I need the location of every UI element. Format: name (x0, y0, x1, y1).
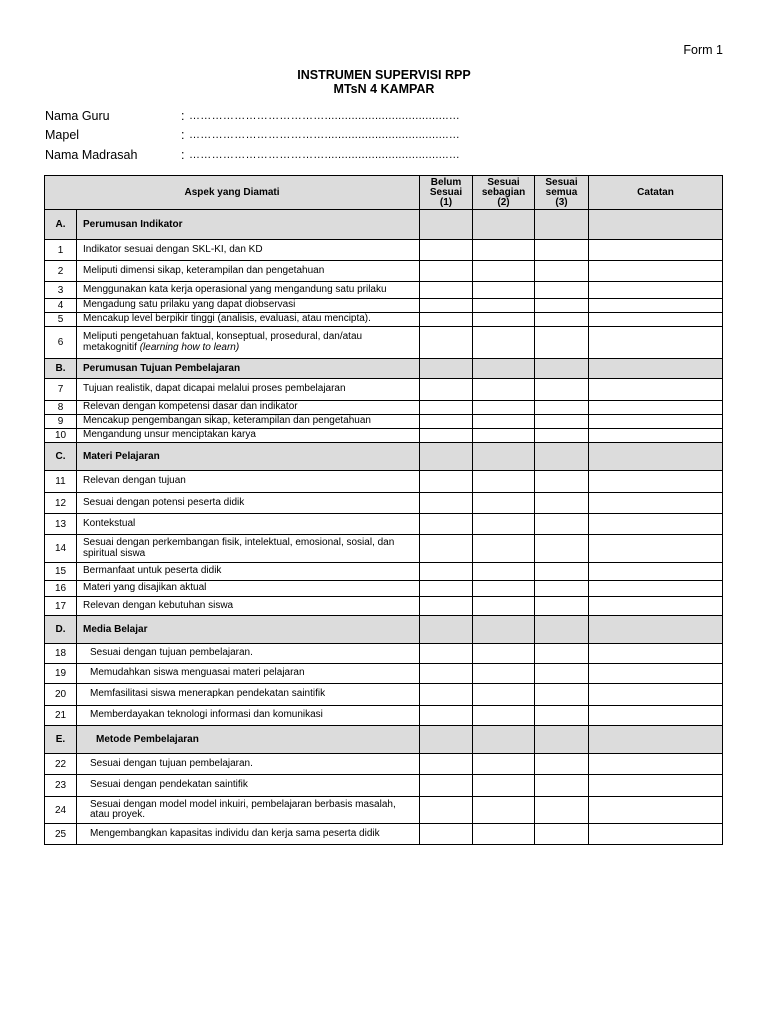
score-cell-3[interactable] (535, 597, 589, 616)
score-cell-3[interactable] (535, 616, 589, 644)
score-cell-3[interactable] (535, 775, 589, 797)
score-cell-2[interactable] (473, 535, 535, 563)
score-cell-2[interactable] (473, 471, 535, 493)
score-cell-3[interactable] (535, 563, 589, 581)
score-cell-1[interactable] (420, 359, 473, 379)
note-cell[interactable] (589, 240, 723, 261)
score-cell-2[interactable] (473, 493, 535, 514)
section-row-e (45, 726, 723, 754)
score-cell-1[interactable] (420, 299, 473, 313)
table-row (45, 664, 723, 684)
table-row (45, 644, 723, 664)
score-cell-3[interactable] (535, 443, 589, 471)
score-cell-1[interactable] (420, 597, 473, 616)
table-row (45, 379, 723, 401)
table-row (45, 401, 723, 415)
score-cell-1[interactable] (420, 754, 473, 775)
header-sesuai-sebagian: Sesuai sebagian (2) (473, 176, 535, 210)
score-cell-3[interactable] (535, 726, 589, 754)
table-row (45, 563, 723, 581)
row-number: 20 (45, 684, 77, 706)
section-row-d (45, 616, 723, 644)
section-code: C. (45, 443, 77, 471)
note-cell[interactable] (589, 664, 723, 684)
score-cell-2[interactable] (473, 401, 535, 415)
row-aspect: Kontekstual (77, 514, 420, 535)
row-aspect: Sesuai dengan perkembangan fisik, intelektual, emosional, sosial, dan spiritual siswa (77, 535, 420, 563)
section-row-a (45, 210, 723, 240)
note-cell[interactable] (589, 261, 723, 282)
score-cell-1[interactable] (420, 563, 473, 581)
row-number: 18 (45, 644, 77, 664)
row-aspect: Sesuai dengan tujuan pembelajaran. (77, 754, 420, 775)
info-separator: : (181, 128, 185, 143)
supervision-table (44, 175, 723, 845)
score-cell-3[interactable] (535, 493, 589, 514)
note-cell[interactable] (589, 282, 723, 299)
note-cell[interactable] (589, 401, 723, 415)
row-aspect: Menggunakan kata kerja operasional yang mengandung satu prilaku (77, 282, 420, 299)
score-cell-3[interactable] (535, 313, 589, 327)
row-number: 14 (45, 535, 77, 563)
score-cell-3[interactable] (535, 535, 589, 563)
row-aspect: Sesuai dengan pendekatan saintifik (77, 775, 420, 797)
form-number-label: Form 1 (683, 43, 723, 57)
row-number: 4 (45, 299, 77, 313)
score-cell-3[interactable] (535, 327, 589, 359)
info-row-nama-madrasah (45, 145, 460, 165)
note-cell[interactable] (589, 210, 723, 240)
section-code: B. (45, 359, 77, 379)
score-cell-2[interactable] (473, 775, 535, 797)
score-cell-2[interactable] (473, 313, 535, 327)
header-sesuai-semua: Sesuai semua (3) (535, 176, 589, 210)
row-aspect: Meliputi pengetahuan faktual, konseptual, prosedural, dan/atau metakognitif (learning how to learn) (77, 327, 420, 359)
row-aspect: Materi yang disajikan aktual (77, 581, 420, 597)
score-cell-3[interactable] (535, 644, 589, 664)
score-cell-2[interactable] (473, 706, 535, 726)
table-row (45, 493, 723, 514)
row-aspect: Tujuan realistik, dapat dicapai melalui proses pembelajaran (77, 379, 420, 401)
table-row (45, 514, 723, 535)
score-cell-2[interactable] (473, 824, 535, 845)
row-number: 2 (45, 261, 77, 282)
score-cell-3[interactable] (535, 415, 589, 429)
row-aspect: Memberdayakan teknologi informasi dan komunikasi (77, 706, 420, 726)
score-cell-2[interactable] (473, 563, 535, 581)
score-cell-2[interactable] (473, 379, 535, 401)
score-cell-2[interactable] (473, 684, 535, 706)
note-cell[interactable] (589, 824, 723, 845)
info-fill-line: ……………………………….....................................… (189, 109, 461, 122)
table-row (45, 240, 723, 261)
row-number: 8 (45, 401, 77, 415)
note-cell[interactable] (589, 797, 723, 824)
table-row (45, 261, 723, 282)
score-cell-1[interactable] (420, 415, 473, 429)
score-cell-1[interactable] (420, 443, 473, 471)
note-cell[interactable] (589, 616, 723, 644)
section-title: Perumusan Tujuan Pembelajaran (77, 359, 420, 379)
score-cell-1[interactable] (420, 471, 473, 493)
row-number: 9 (45, 415, 77, 429)
row-aspect: Memfasilitasi siswa menerapkan pendekatan saintifik (77, 684, 420, 706)
section-row-c (45, 443, 723, 471)
row-number: 23 (45, 775, 77, 797)
table-row (45, 313, 723, 327)
score-cell-1[interactable] (420, 706, 473, 726)
row-aspect: Indikator sesuai dengan SKL-KI, dan KD (77, 240, 420, 261)
score-cell-1[interactable] (420, 684, 473, 706)
score-cell-2[interactable] (473, 429, 535, 443)
row-aspect: Mengandung unsur menciptakan karya (77, 429, 420, 443)
score-cell-3[interactable] (535, 797, 589, 824)
row-aspect: Mengembangkan kapasitas individu dan kerja sama peserta didik (77, 824, 420, 845)
row-aspect: Sesuai dengan model model inkuiri, pembelajaran berbasis masalah, atau proyek. (77, 797, 420, 824)
row-number: 11 (45, 471, 77, 493)
section-row-b (45, 359, 723, 379)
section-code: A. (45, 210, 77, 240)
score-cell-2[interactable] (473, 327, 535, 359)
score-cell-1[interactable] (420, 240, 473, 261)
score-cell-2[interactable] (473, 415, 535, 429)
row-aspect: Mencakup level berpikir tinggi (analisis, evaluasi, atau mencipta). (77, 313, 420, 327)
score-cell-2[interactable] (473, 359, 535, 379)
score-cell-3[interactable] (535, 824, 589, 845)
score-cell-2[interactable] (473, 597, 535, 616)
score-cell-2[interactable] (473, 754, 535, 775)
row-number: 25 (45, 824, 77, 845)
note-cell[interactable] (589, 581, 723, 597)
section-code: E. (45, 726, 77, 754)
score-cell-3[interactable] (535, 359, 589, 379)
document-title (0, 68, 768, 96)
note-cell[interactable] (589, 775, 723, 797)
score-cell-1[interactable] (420, 797, 473, 824)
section-title: Metode Pembelajaran (77, 726, 420, 754)
score-cell-3[interactable] (535, 240, 589, 261)
info-label: Nama Guru (45, 108, 110, 123)
row-number: 17 (45, 597, 77, 616)
score-cell-3[interactable] (535, 664, 589, 684)
row-aspect: Mengadung satu prilaku yang dapat diobservasi (77, 299, 420, 313)
score-cell-1[interactable] (420, 616, 473, 644)
row-number: 1 (45, 240, 77, 261)
score-cell-2[interactable] (473, 616, 535, 644)
note-cell[interactable] (589, 313, 723, 327)
table-row (45, 299, 723, 313)
table-row (45, 327, 723, 359)
score-cell-1[interactable] (420, 726, 473, 754)
table-row (45, 597, 723, 616)
row-aspect: Relevan dengan kompetensi dasar dan indikator (77, 401, 420, 415)
table-row (45, 535, 723, 563)
score-cell-3[interactable] (535, 401, 589, 415)
row-number: 6 (45, 327, 77, 359)
table-row (45, 429, 723, 443)
note-cell[interactable] (589, 327, 723, 359)
note-cell[interactable] (589, 379, 723, 401)
score-cell-1[interactable] (420, 261, 473, 282)
score-cell-3[interactable] (535, 754, 589, 775)
row-number: 3 (45, 282, 77, 299)
header-catatan: Catatan (589, 176, 723, 210)
score-cell-1[interactable] (420, 313, 473, 327)
note-cell[interactable] (589, 563, 723, 581)
score-cell-1[interactable] (420, 210, 473, 240)
score-cell-2[interactable] (473, 261, 535, 282)
info-label: Nama Madrasah (45, 147, 138, 162)
note-cell[interactable] (589, 443, 723, 471)
score-cell-1[interactable] (420, 644, 473, 664)
table-row (45, 797, 723, 824)
table-row (45, 824, 723, 845)
table-row (45, 775, 723, 797)
note-cell[interactable] (589, 493, 723, 514)
note-cell[interactable] (589, 299, 723, 313)
row-number: 16 (45, 581, 77, 597)
score-cell-1[interactable] (420, 775, 473, 797)
score-cell-2[interactable] (473, 726, 535, 754)
row-aspect: Meliputi dimensi sikap, keterampilan dan pengetahuan (77, 261, 420, 282)
header-belum-sesuai: Belum Sesuai (1) (420, 176, 473, 210)
row-aspect: Relevan dengan tujuan (77, 471, 420, 493)
note-cell[interactable] (589, 597, 723, 616)
note-cell[interactable] (589, 535, 723, 563)
row-number: 22 (45, 754, 77, 775)
note-cell[interactable] (589, 726, 723, 754)
score-cell-3[interactable] (535, 706, 589, 726)
score-cell-1[interactable] (420, 535, 473, 563)
note-cell[interactable] (589, 514, 723, 535)
info-row-nama-guru (45, 106, 460, 126)
score-cell-3[interactable] (535, 210, 589, 240)
section-code: D. (45, 616, 77, 644)
table-row (45, 415, 723, 429)
note-cell[interactable] (589, 471, 723, 493)
note-cell[interactable] (589, 684, 723, 706)
row-number: 24 (45, 797, 77, 824)
score-cell-2[interactable] (473, 282, 535, 299)
score-cell-3[interactable] (535, 261, 589, 282)
row-number: 12 (45, 493, 77, 514)
info-label: Mapel (45, 128, 80, 143)
table-row (45, 581, 723, 597)
row-aspect: Relevan dengan kebutuhan siswa (77, 597, 420, 616)
score-cell-2[interactable] (473, 644, 535, 664)
row-aspect: Sesuai dengan potensi peserta didik (77, 493, 420, 514)
note-cell[interactable] (589, 415, 723, 429)
table-row (45, 706, 723, 726)
score-cell-3[interactable] (535, 429, 589, 443)
teacher-info-block (45, 106, 460, 165)
info-row-mapel (45, 126, 460, 146)
row-aspect: Sesuai dengan tujuan pembelajaran. (77, 644, 420, 664)
score-cell-2[interactable] (473, 664, 535, 684)
score-cell-1[interactable] (420, 401, 473, 415)
row-number: 19 (45, 664, 77, 684)
score-cell-1[interactable] (420, 824, 473, 845)
score-cell-3[interactable] (535, 684, 589, 706)
score-cell-3[interactable] (535, 471, 589, 493)
table-row (45, 471, 723, 493)
score-cell-1[interactable] (420, 581, 473, 597)
score-cell-2[interactable] (473, 443, 535, 471)
note-cell[interactable] (589, 429, 723, 443)
score-cell-1[interactable] (420, 514, 473, 535)
row-number: 5 (45, 313, 77, 327)
score-cell-3[interactable] (535, 581, 589, 597)
score-cell-2[interactable] (473, 581, 535, 597)
row-number: 10 (45, 429, 77, 443)
note-cell[interactable] (589, 706, 723, 726)
info-separator: : (181, 147, 185, 162)
title-line-1: INSTRUMEN SUPERVISI RPP (297, 68, 471, 82)
score-cell-2[interactable] (473, 299, 535, 313)
title-line-2: MTsN 4 KAMPAR (333, 82, 435, 96)
table-row (45, 282, 723, 299)
score-cell-1[interactable] (420, 379, 473, 401)
info-separator: : (181, 108, 185, 123)
row-number: 13 (45, 514, 77, 535)
note-cell[interactable] (589, 754, 723, 775)
score-cell-2[interactable] (473, 210, 535, 240)
row-number: 15 (45, 563, 77, 581)
table-header-row (45, 176, 723, 210)
section-title: Media Belajar (77, 616, 420, 644)
info-fill-line: ……………………………….....................................… (189, 129, 461, 142)
section-title: Materi Pelajaran (77, 443, 420, 471)
score-cell-2[interactable] (473, 797, 535, 824)
score-cell-2[interactable] (473, 240, 535, 261)
row-aspect: Bermanfaat untuk peserta didik (77, 563, 420, 581)
header-aspek: Aspek yang Diamati (45, 176, 420, 210)
note-cell[interactable] (589, 359, 723, 379)
score-cell-3[interactable] (535, 379, 589, 401)
score-cell-1[interactable] (420, 429, 473, 443)
score-cell-1[interactable] (420, 664, 473, 684)
score-cell-2[interactable] (473, 514, 535, 535)
score-cell-1[interactable] (420, 282, 473, 299)
score-cell-3[interactable] (535, 299, 589, 313)
score-cell-1[interactable] (420, 327, 473, 359)
row-aspect: Memudahkan siswa menguasai materi pelajaran (77, 664, 420, 684)
row-aspect: Mencakup pengembangan sikap, keterampilan dan pengetahuan (77, 415, 420, 429)
table-row (45, 754, 723, 775)
row-number: 21 (45, 706, 77, 726)
note-cell[interactable] (589, 644, 723, 664)
info-fill-line: ……………………………….....................................… (189, 148, 461, 161)
score-cell-3[interactable] (535, 514, 589, 535)
score-cell-1[interactable] (420, 493, 473, 514)
table-row (45, 684, 723, 706)
score-cell-3[interactable] (535, 282, 589, 299)
row-number: 7 (45, 379, 77, 401)
section-title: Perumusan Indikator (77, 210, 420, 240)
